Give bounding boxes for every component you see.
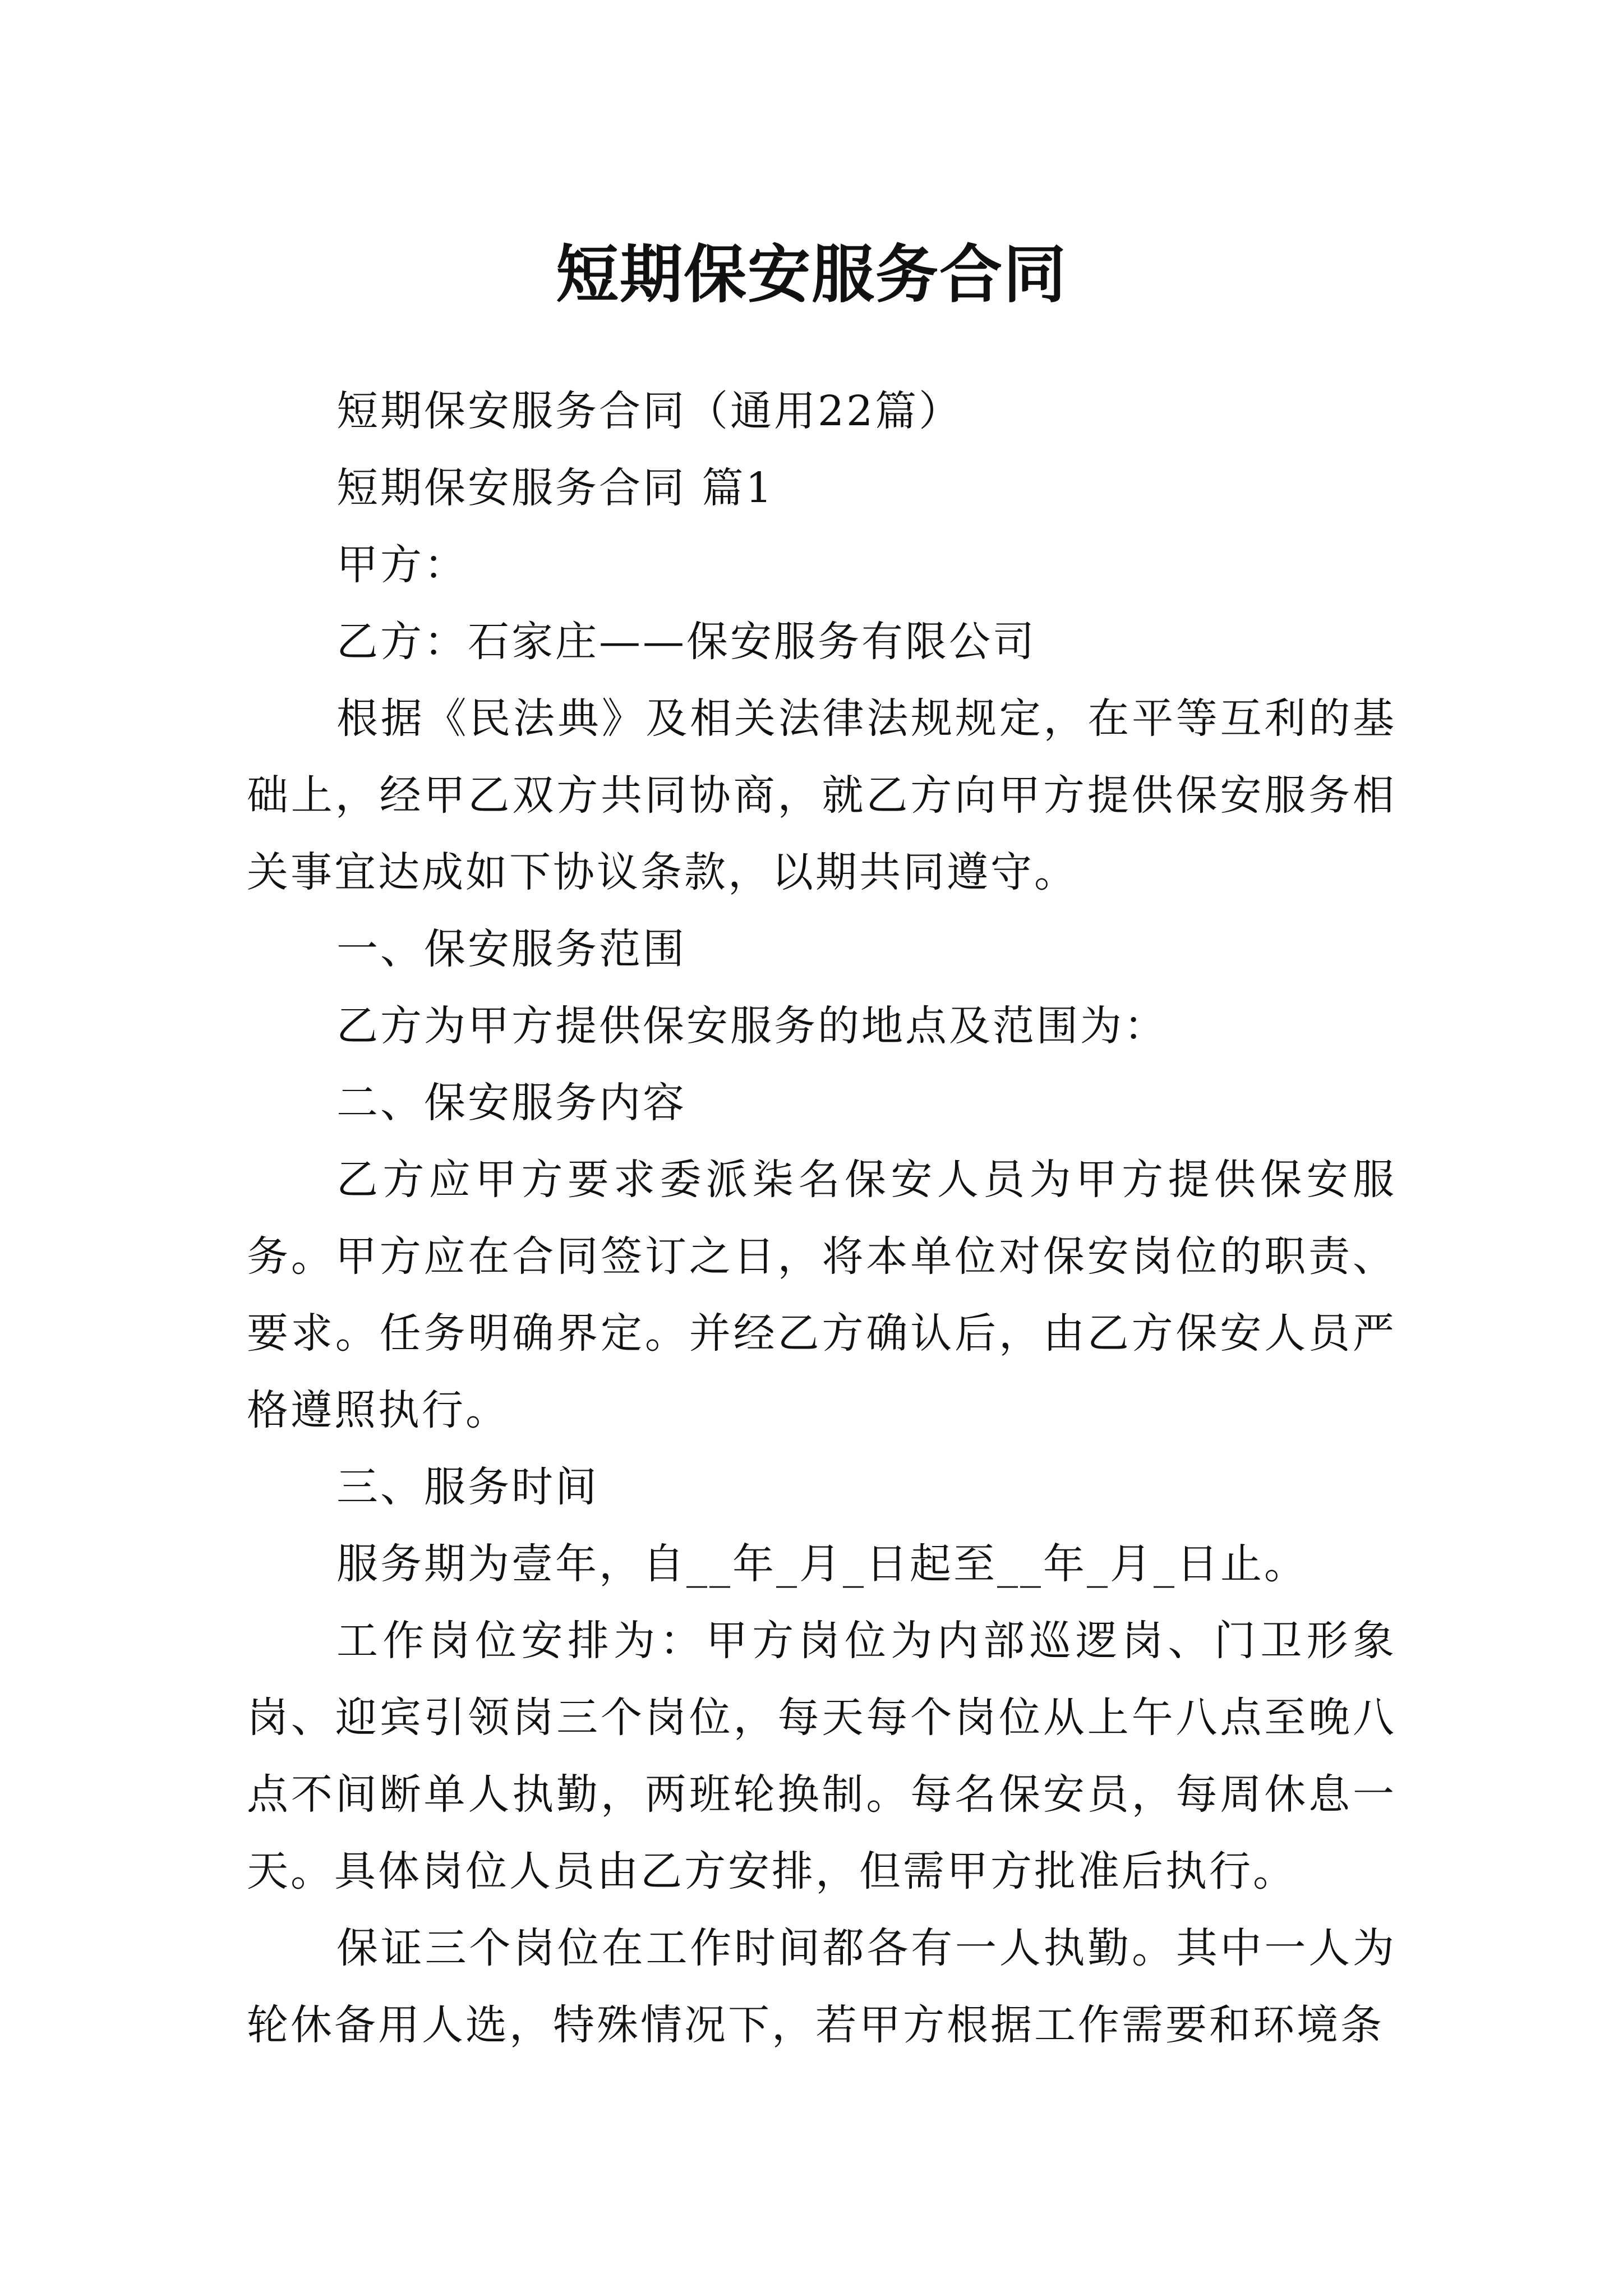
post-arrangement-paragraph: 工作岗位安排为：甲方岗位为内部巡逻岗、门卫形象岗、迎宾引领岗三个岗位，每天每个岗位从上午八点至晚八点不间断单人执勤，两班轮换制。每名保安员，每周休息一天。具体岗位人员由乙方安排，但需甲方批准后执行。 [247,1617,1396,1895]
preamble-paragraph: 根据《民法典》及相关法律法规规定，在平等互利的基础上，经甲乙双方共同协商，就乙方向甲方提供保安服务相关事宜达成如下协议条款，以期共同遵守。 [247,694,1396,896]
service-period-paragraph: 服务期为壹年，自__年_月_日起至__年_月_日止。 [336,1540,1308,1588]
section-heading-paragraph: 短期保安服务合同 篇1 [336,464,774,512]
document-body [247,373,1396,2064]
clause-2-text: 乙方应甲方要求委派柒名保安人员为甲方提供保安服务。甲方应在合同签订之日，将本单位对保安岗位的职责、要求。任务明确界定。并经乙方确认后，由乙方保安人员严格遵照执行。 [247,1156,1396,1434]
staffing-guarantee-paragraph: 保证三个岗位在工作时间都各有一人执勤。其中一人为轮休备用人选，特殊情况下，若甲方根据工作需要和环境条 [247,1924,1396,2049]
party-a-paragraph: 甲方： [336,541,468,589]
clause-3-heading: 三、服务时间 [336,1463,599,1511]
document-title: 短期保安服务合同 [556,238,1067,312]
party-b-paragraph: 乙方：石家庄——保安服务有限公司 [336,618,1036,666]
clause-2-heading: 二、保安服务内容 [336,1079,686,1127]
clause-1-heading: 一、保安服务范围 [336,925,686,973]
subtitle-paragraph: 短期保安服务合同（通用22篇） [336,387,963,435]
clause-1-text: 乙方为甲方提供保安服务的地点及范围为： [336,1002,1168,1050]
